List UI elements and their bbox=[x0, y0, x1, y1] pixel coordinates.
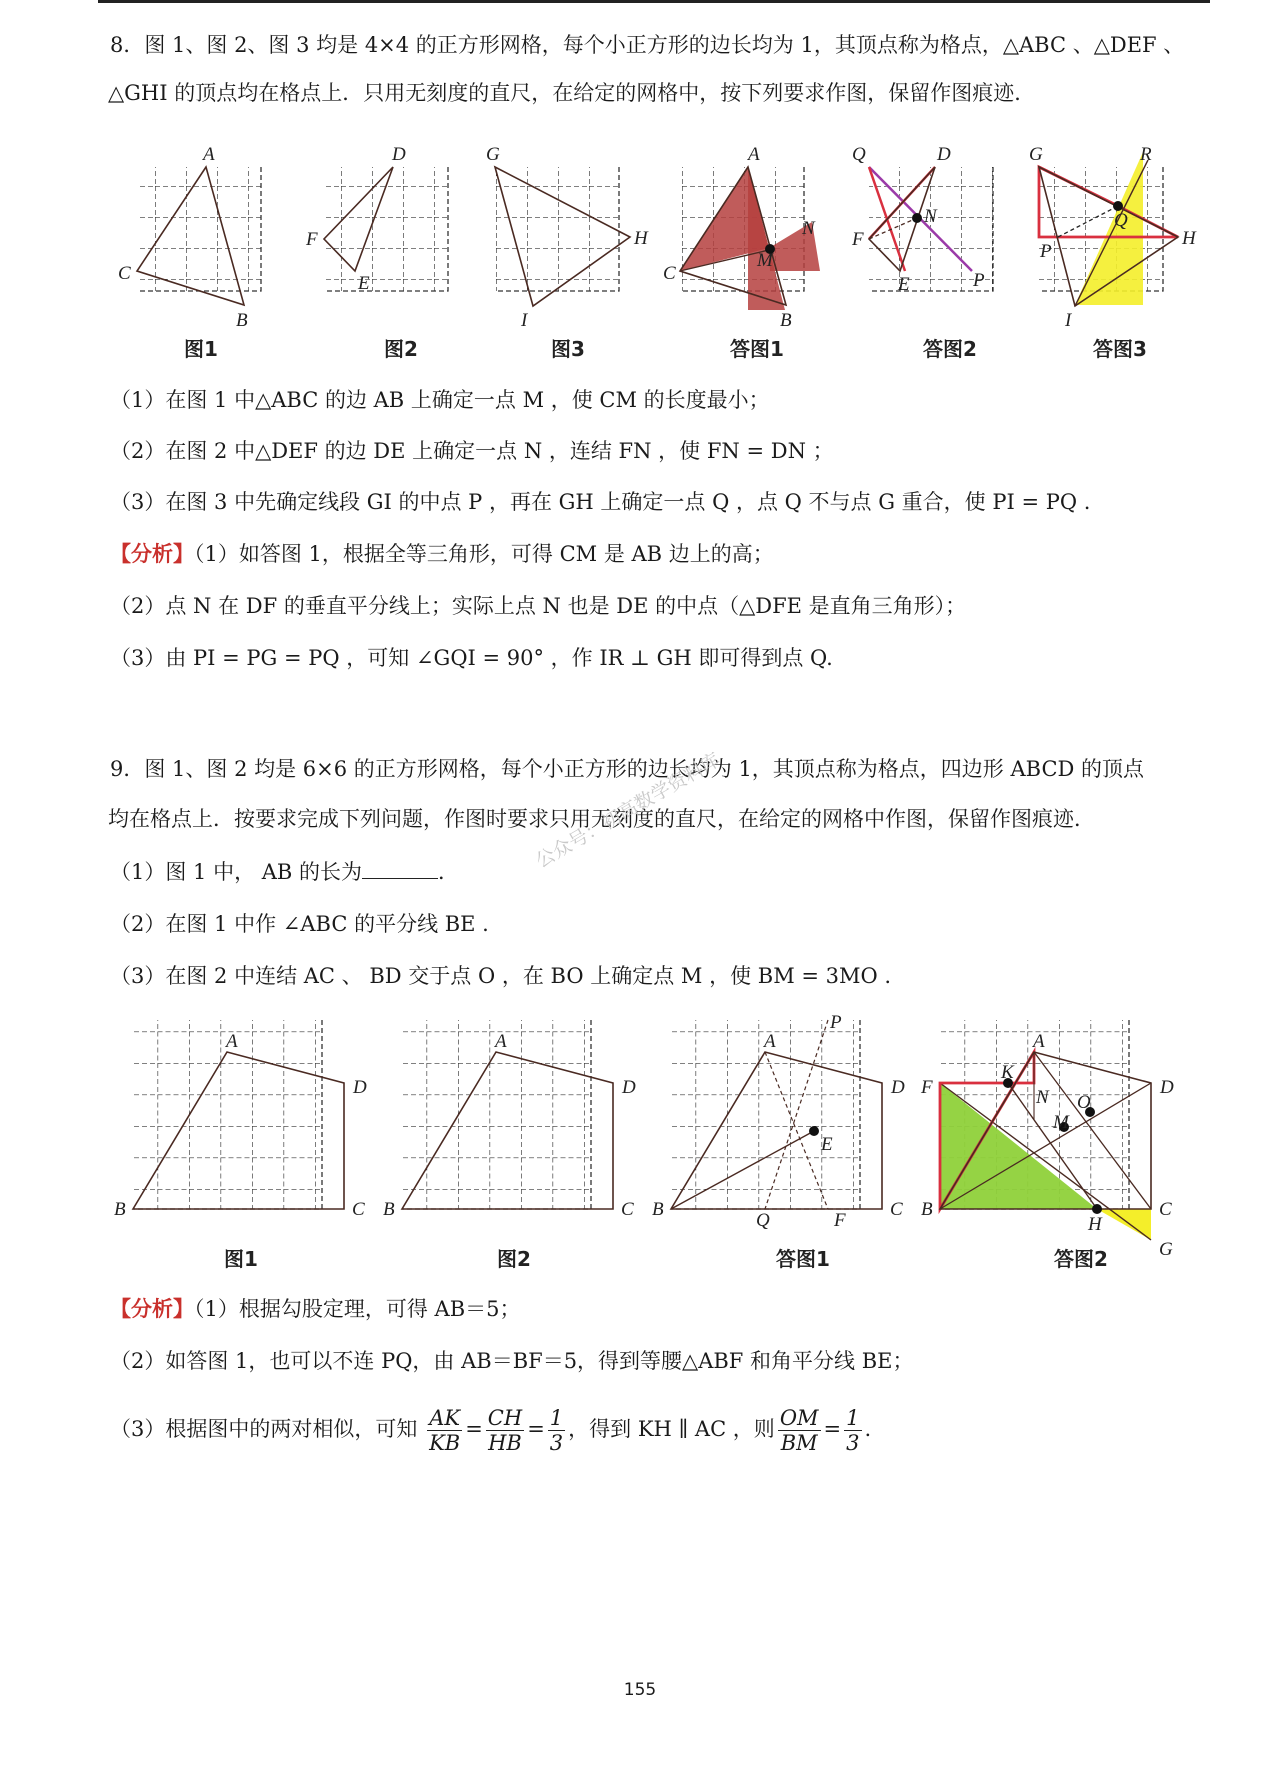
q9-part1-suffix: ． bbox=[438, 860, 460, 884]
answer-blank[interactable] bbox=[362, 860, 438, 879]
label-a: A bbox=[1033, 1031, 1045, 1052]
q9-part2: （2）在图 1 中作 ∠ABC 的平分线 BE . bbox=[110, 912, 489, 936]
point-e bbox=[809, 1126, 819, 1136]
label-p: P bbox=[973, 270, 985, 291]
q8-figures bbox=[0, 0, 1280, 360]
q9-analysis-2: （2）如答图 1，也可以不连 PQ，由 AB＝BF＝5，得到等腰△ABF 和角平分线 BE； bbox=[110, 1349, 914, 1373]
label-d: D bbox=[891, 1077, 905, 1098]
label-f: F bbox=[834, 1210, 846, 1231]
q8-fig3 bbox=[486, 144, 649, 331]
caption-q8-answer3: 答图3 bbox=[1093, 337, 1147, 361]
q9-part3: （3）在图 2 中连结 AC 、 BD 交于点 O ，在 BO 上确定点 M ，使 BM = 3MO . bbox=[110, 964, 892, 988]
q9-analysis-3-mid: ，得到 KH ∥ AC ，则 bbox=[568, 1417, 775, 1441]
equals-sign: = bbox=[823, 1417, 842, 1441]
q8-analysis-2: （2）点 N 在 DF 的垂直平分线上；实际上点 N 也是 DE 的中点（△DFE 是直角三角形）； bbox=[110, 594, 967, 618]
label-d: D bbox=[622, 1077, 636, 1098]
label-m: M bbox=[757, 250, 773, 271]
analysis-tag: 【分析】 bbox=[110, 1296, 194, 1321]
q8-fig1 bbox=[118, 144, 261, 331]
fraction-one-third bbox=[548, 1406, 565, 1455]
label-i: I bbox=[1065, 310, 1072, 331]
fraction-denominator: 3 bbox=[846, 1431, 860, 1455]
q9-analysis-3-suffix: . bbox=[864, 1417, 872, 1441]
yellow-triangle bbox=[1097, 1209, 1151, 1240]
caption-q9-answer2: 答图2 bbox=[1054, 1247, 1108, 1271]
equals-sign: = bbox=[465, 1417, 483, 1441]
fraction-numerator: CH bbox=[487, 1406, 523, 1430]
label-b: B bbox=[114, 1199, 126, 1220]
label-b: B bbox=[780, 310, 792, 331]
label-c: C bbox=[352, 1199, 365, 1220]
q9-analysis-3 bbox=[110, 1398, 871, 1460]
label-b: B bbox=[236, 310, 248, 331]
q9-part1-prefix: （1）图 1 中， AB 的长为 bbox=[110, 860, 363, 884]
point-h bbox=[1092, 1204, 1102, 1214]
watermark: 公众号：初高数学资料库 bbox=[532, 748, 725, 873]
label-f: F bbox=[852, 229, 864, 250]
fraction-denominator: KB bbox=[429, 1431, 461, 1455]
fraction-numerator: OM bbox=[779, 1406, 819, 1430]
label-d: D bbox=[392, 144, 406, 165]
caption-q8-fig2: 图2 bbox=[384, 337, 418, 361]
point-n bbox=[912, 213, 922, 223]
label-m: M bbox=[1053, 1112, 1069, 1133]
label-r: R bbox=[1140, 144, 1152, 165]
caption-q9-fig2: 图2 bbox=[497, 1247, 531, 1271]
caption-q8-fig1: 图1 bbox=[184, 337, 218, 361]
fraction-ch-hb bbox=[486, 1406, 524, 1455]
label-p: P bbox=[830, 1012, 842, 1033]
label-d: D bbox=[937, 144, 951, 165]
label-g: G bbox=[1029, 144, 1043, 165]
q8-analysis-line1 bbox=[110, 539, 774, 569]
q9-analysis-1: （1）根据勾股定理，可得 AB＝5； bbox=[194, 1297, 521, 1321]
label-c: C bbox=[118, 263, 131, 284]
label-d: D bbox=[353, 1077, 367, 1098]
label-n: N bbox=[1036, 1087, 1049, 1108]
label-a: A bbox=[226, 1031, 238, 1052]
label-a: A bbox=[495, 1031, 507, 1052]
label-c: C bbox=[621, 1199, 634, 1220]
label-n: N bbox=[924, 206, 937, 227]
q9-answer-fig2 bbox=[920, 1020, 1174, 1260]
q8-analysis-1: （1）如答图 1，根据全等三角形，可得 CM 是 AB 边上的高； bbox=[194, 542, 774, 566]
fraction-numerator: 1 bbox=[846, 1406, 860, 1430]
label-i: I bbox=[521, 310, 528, 331]
caption-q9-answer1: 答图1 bbox=[776, 1247, 830, 1271]
q9-stem-line2: 均在格点上．按要求完成下列问题，作图时要求只用无刻度的直尺，在给定的网格中作图，保留作图痕迹． bbox=[108, 807, 1095, 831]
fraction-numerator: 1 bbox=[549, 1406, 564, 1430]
label-e: E bbox=[821, 1134, 833, 1155]
label-q: Q bbox=[1114, 210, 1128, 231]
q9-stem-line1: 9．图 1、图 2 均是 6×6 的正方形网格，每个小正方形的边长均为 1，其顶点称为格点，四边形 ABCD 的顶点 bbox=[110, 757, 1145, 781]
q8-answer-fig3 bbox=[1029, 144, 1197, 331]
fraction-om-bm bbox=[778, 1406, 821, 1455]
caption-q8-answer1: 答图1 bbox=[730, 337, 784, 361]
q9-fig2 bbox=[383, 1020, 636, 1220]
label-g: G bbox=[486, 144, 500, 165]
caption-q8-answer2: 答图2 bbox=[923, 337, 977, 361]
label-h: H bbox=[1088, 1214, 1102, 1235]
label-f: F bbox=[306, 229, 318, 250]
q8-fig2 bbox=[305, 144, 448, 294]
caption-q8-fig3: 图3 bbox=[551, 337, 585, 361]
q8-answer-fig2 bbox=[851, 144, 993, 295]
label-b: B bbox=[383, 1199, 395, 1220]
label-q: Q bbox=[756, 1210, 770, 1231]
fraction-denominator: 3 bbox=[549, 1431, 564, 1455]
q8-analysis-3: （3）由 PI = PG = PQ ，可知 ∠GQI = 90° ，作 IR ⊥ GH 即可得到点 Q. bbox=[110, 646, 833, 670]
label-n: N bbox=[802, 218, 815, 239]
label-a: A bbox=[203, 144, 215, 165]
q9-analysis-3-prefix: （3）根据图中的两对相似，可知 bbox=[110, 1417, 418, 1441]
fraction-one-third bbox=[844, 1406, 861, 1455]
label-c: C bbox=[663, 263, 676, 284]
label-b: B bbox=[652, 1199, 664, 1220]
label-h: H bbox=[634, 228, 648, 249]
caption-q9-fig1: 图1 bbox=[224, 1247, 258, 1271]
q8-stem-line2: △GHI 的顶点均在格点上．只用无刻度的直尺，在给定的网格中，按下列要求作图，保留作图痕迹． bbox=[108, 81, 1036, 105]
q8-answer-fig1 bbox=[663, 144, 820, 331]
fraction-numerator: AK bbox=[427, 1406, 462, 1431]
q9-answer-fig1 bbox=[652, 1012, 905, 1231]
q9-figures bbox=[0, 1000, 1280, 1280]
analysis-tag: 【分析】 bbox=[110, 541, 194, 566]
fraction-denominator: BM bbox=[780, 1431, 818, 1455]
q8-stem-line1: 8．图 1、图 2、图 3 均是 4×4 的正方形网格，每个小正方形的边长均为 1，其顶点称为格点，△ABC 、△DEF 、 bbox=[110, 33, 1185, 57]
label-g: G bbox=[1159, 1239, 1173, 1260]
label-q: Q bbox=[852, 144, 866, 165]
page-number: 155 bbox=[623, 1680, 657, 1700]
q9-analysis-line1 bbox=[110, 1294, 521, 1324]
label-a: A bbox=[748, 144, 760, 165]
label-f: F bbox=[921, 1077, 933, 1098]
label-h: H bbox=[1182, 228, 1196, 249]
fraction-ak-kb bbox=[427, 1406, 462, 1455]
label-a: A bbox=[764, 1031, 776, 1052]
q8-part2: （2）在图 2 中△DEF 的边 DE 上确定一点 N ，连结 FN ，使 FN = DN ； bbox=[110, 439, 834, 463]
label-b: B bbox=[921, 1199, 933, 1220]
label-p: P bbox=[1040, 241, 1052, 262]
fraction-denominator: HB bbox=[488, 1431, 522, 1455]
equals-sign: = bbox=[527, 1417, 545, 1441]
q9-part1 bbox=[110, 857, 459, 887]
q8-part3: （3）在图 3 中先确定线段 GI 的中点 P ，再在 GH 上确定一点 Q ，点 Q 不与点 G 重合，使 PI = PQ . bbox=[110, 490, 1091, 514]
label-c: C bbox=[890, 1199, 903, 1220]
label-c: C bbox=[1159, 1199, 1172, 1220]
label-e: E bbox=[358, 273, 370, 294]
label-d: D bbox=[1160, 1077, 1174, 1098]
label-k: K bbox=[1001, 1062, 1014, 1083]
label-e: E bbox=[898, 274, 910, 295]
label-o: O bbox=[1077, 1092, 1091, 1113]
q8-part1: （1）在图 1 中△ABC 的边 AB 上确定一点 M ，使 CM 的长度最小； bbox=[110, 388, 770, 412]
q9-fig1 bbox=[114, 1020, 367, 1220]
